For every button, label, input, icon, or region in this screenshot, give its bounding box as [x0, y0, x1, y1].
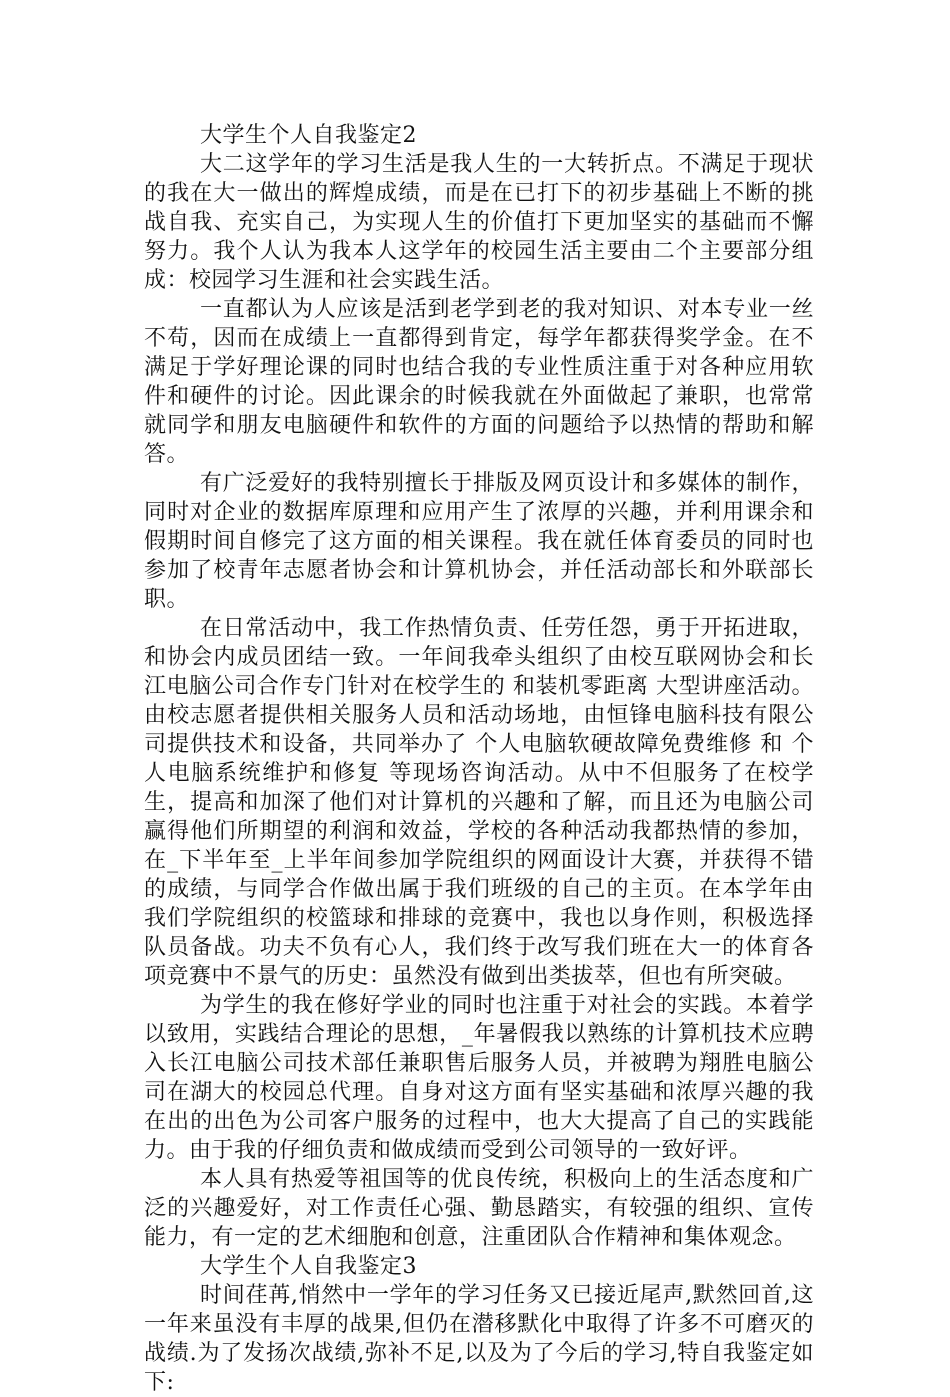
paragraph: 本人具有热爱等祖国等的优良传统，积极向上的生活态度和广泛的兴趣爱好，对工作责任心强、勤恳踏实，有较强的组织、宣传能力，有一定的艺术细胞和创意，注重团队合作精神和集体观念。	[144, 1167, 814, 1250]
paragraph: 为学生的我在修好学业的同时也注重于对社会的实践。本着学以致用，实践结合理论的思想，_年暑假我以熟练的计算机技术应聘入长江电脑公司技术部任兼职售后服务人员，并被聘为翔胜电脑公司在湖大的校园总代理。自身对这方面有坚实基础和浓厚兴趣的我在出的出色为公司客户服务的过程中，也大大提高了自己的实践能力。由于我的仔细负责和做成绩而受到公司领导的一致好评。	[144, 993, 814, 1163]
document-page	[144, 121, 814, 1397]
paragraph: 大二这学年的学习生活是我人生的一大转折点。不满足于现状的我在大一做出的辉煌成绩，而是在已打下的初步基础上不断的挑战自我、充实自己，为实现人生的价值打下更加坚实的基础而不懈努力。我个人认为我本人这学年的校园生活主要由二个主要部分组成：校园学习生涯和社会实践生活。	[144, 152, 814, 293]
paragraph: 有广泛爱好的我特别擅长于排版及网页设计和多媒体的制作，同时对企业的数据库原理和应用产生了浓厚的兴趣，并利用课余和假期时间自修完了这方面的相关课程。我在就任体育委员的同时也参加了校青年志愿者协会和计算机协会，并任活动部长和外联部长职。	[144, 471, 814, 612]
paragraph: 一直都认为人应该是活到老学到老的我对知识、对本专业一丝不苟，因而在成绩上一直都得到肯定，每学年都获得奖学金。在不满足于学好理论课的同时也结合我的专业性质注重于对各种应用软件和硬件的讨论。因此课余的时候我就在外面做起了兼职，也常常就同学和朋友电脑硬件和软件的方面的问题给予以热情的帮助和解答。	[144, 297, 814, 467]
section-title: 大学生个人自我鉴定2	[200, 123, 417, 148]
paragraph: 在日常活动中，我工作热情负责、任劳任怨，勇于开拓进取，和协会内成员团结一致。一年间我牵头组织了由校互联网协会和长江电脑公司合作专门针对在校学生的 和装机零距离 大型讲座活动。由校志愿者提供相关服务人员和活动场地，由恒锋电脑科技有限公司提供技术和设备，共同举办了 个人电脑软硬故障免费维修 和 个人电脑系统维护和修复 等现场咨询活动。从中不但服务了在校学生，提高和加深了他们对计算机的兴趣和了解，而且还为电脑公司赢得他们所期望的利润和效益，学校的各种活动我都热情的参加，在_下半年至_上半年间参加学院组织的网面设计大赛，并获得不错的成绩，与同学合作做出属于我们班级的自己的主页。在本学年由我们学院组织的校篮球和排球的竞赛中，我也以身作则，积极选择队员备战。功夫不负有心人，我们终于改写我们班在大一的体育各项竞赛中不景气的历史：虽然没有做到出类拔萃，但也有所突破。	[144, 616, 814, 989]
section-title: 大学生个人自我鉴定3	[200, 1254, 417, 1279]
paragraph: 时间荏苒,悄然中一学年的学习任务又已接近尾声,默然回首,这一年来虽没有丰厚的战果,但仍在潜移默化中取得了许多不可磨灭的战绩.为了发扬次战绩,弥补不足,以及为了今后的学习,特自我鉴定如下:	[144, 1283, 814, 1395]
